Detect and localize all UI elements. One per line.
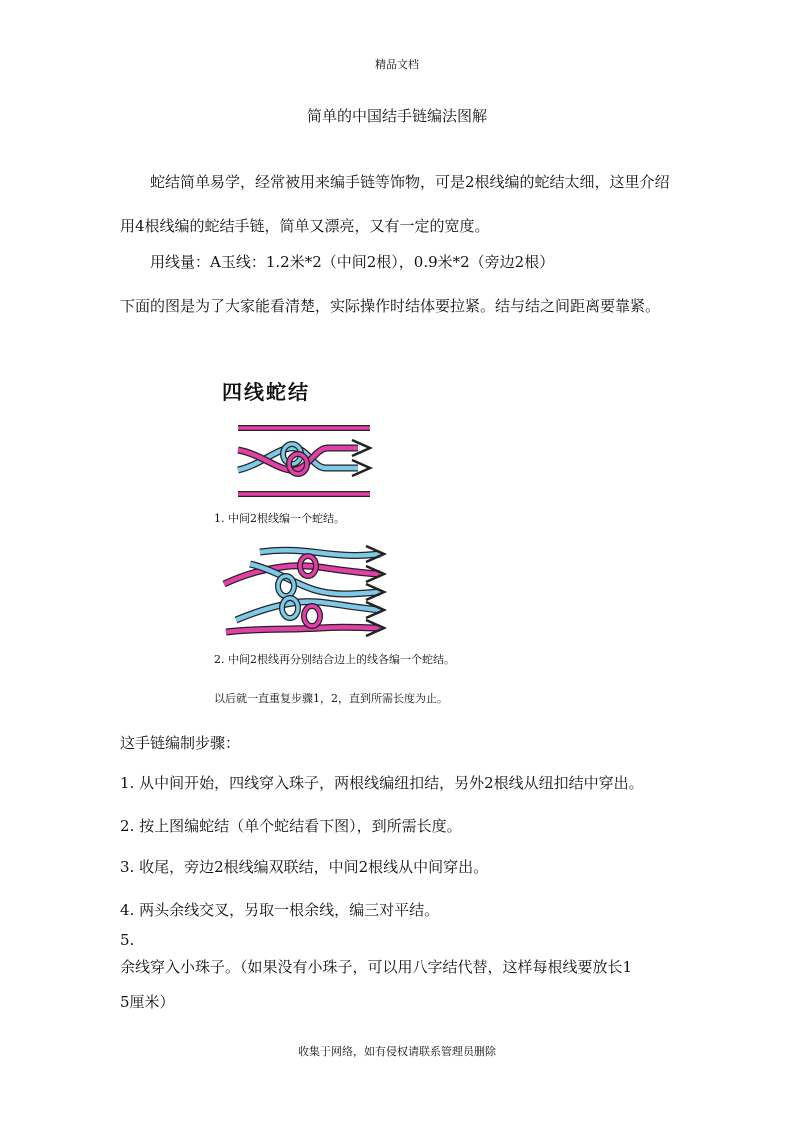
- figure-caption-step1: 1. 中间2根线编一个蛇结。: [214, 512, 345, 525]
- step-5-number: 5.: [120, 931, 135, 949]
- step1-diagram: [230, 420, 380, 505]
- step-1: 1. 从中间开始，四线穿入珠子，两根线编纽扣结，另外2根线从纽扣结中穿出。: [120, 774, 644, 792]
- figure-caption-repeat: 以后就一直重复步骤1，2，直到所需长度为止。: [214, 692, 448, 705]
- figure-caption-step2: 2. 中间2根线再分别结合边上的线各编一个蛇结。: [214, 653, 455, 666]
- figure-title: 四线蛇结: [222, 380, 310, 404]
- snake-knot-figure: [200, 372, 500, 712]
- document-title: 简单的中国结手链编法图解: [306, 107, 487, 125]
- step2-diagram: [220, 544, 390, 644]
- step-2: 2. 按上图编蛇结（单个蛇结看下图），到所需长度。: [120, 817, 462, 835]
- materials-paragraph: 用线量：A玉线：1.2米*2（中间2根），0.9米*2（旁边2根）: [150, 253, 555, 271]
- intro-paragraph: 蛇结简单易学，经常被用来编手链等饰物，可是2根线编的蛇结太细，这里介绍用4根线编的蛇结手链，简单又漂亮，又有一定的宽度。: [120, 173, 670, 235]
- step-5-line1: 余线穿入小珠子。（如果没有小珠子，可以用八字结代替，这样每根线要放长1: [120, 958, 633, 976]
- page-header: 精品文档: [375, 58, 419, 71]
- steps-heading: 这手链编制步骤：: [120, 734, 241, 752]
- note-paragraph: 下面的图是为了大家能看清楚，实际操作时结体要拉紧。结与结之间距离要靠紧。: [120, 297, 661, 315]
- step-4: 4. 两头余线交叉，另取一根余线，编三对平结。: [120, 901, 440, 919]
- step-3: 3. 收尾，旁边2根线编双联结，中间2根线从中间穿出。: [120, 858, 489, 876]
- step-5-line2: 5厘米）: [120, 993, 175, 1011]
- page-footer: 收集于网络，如有侵权请联系管理员删除: [298, 1045, 496, 1058]
